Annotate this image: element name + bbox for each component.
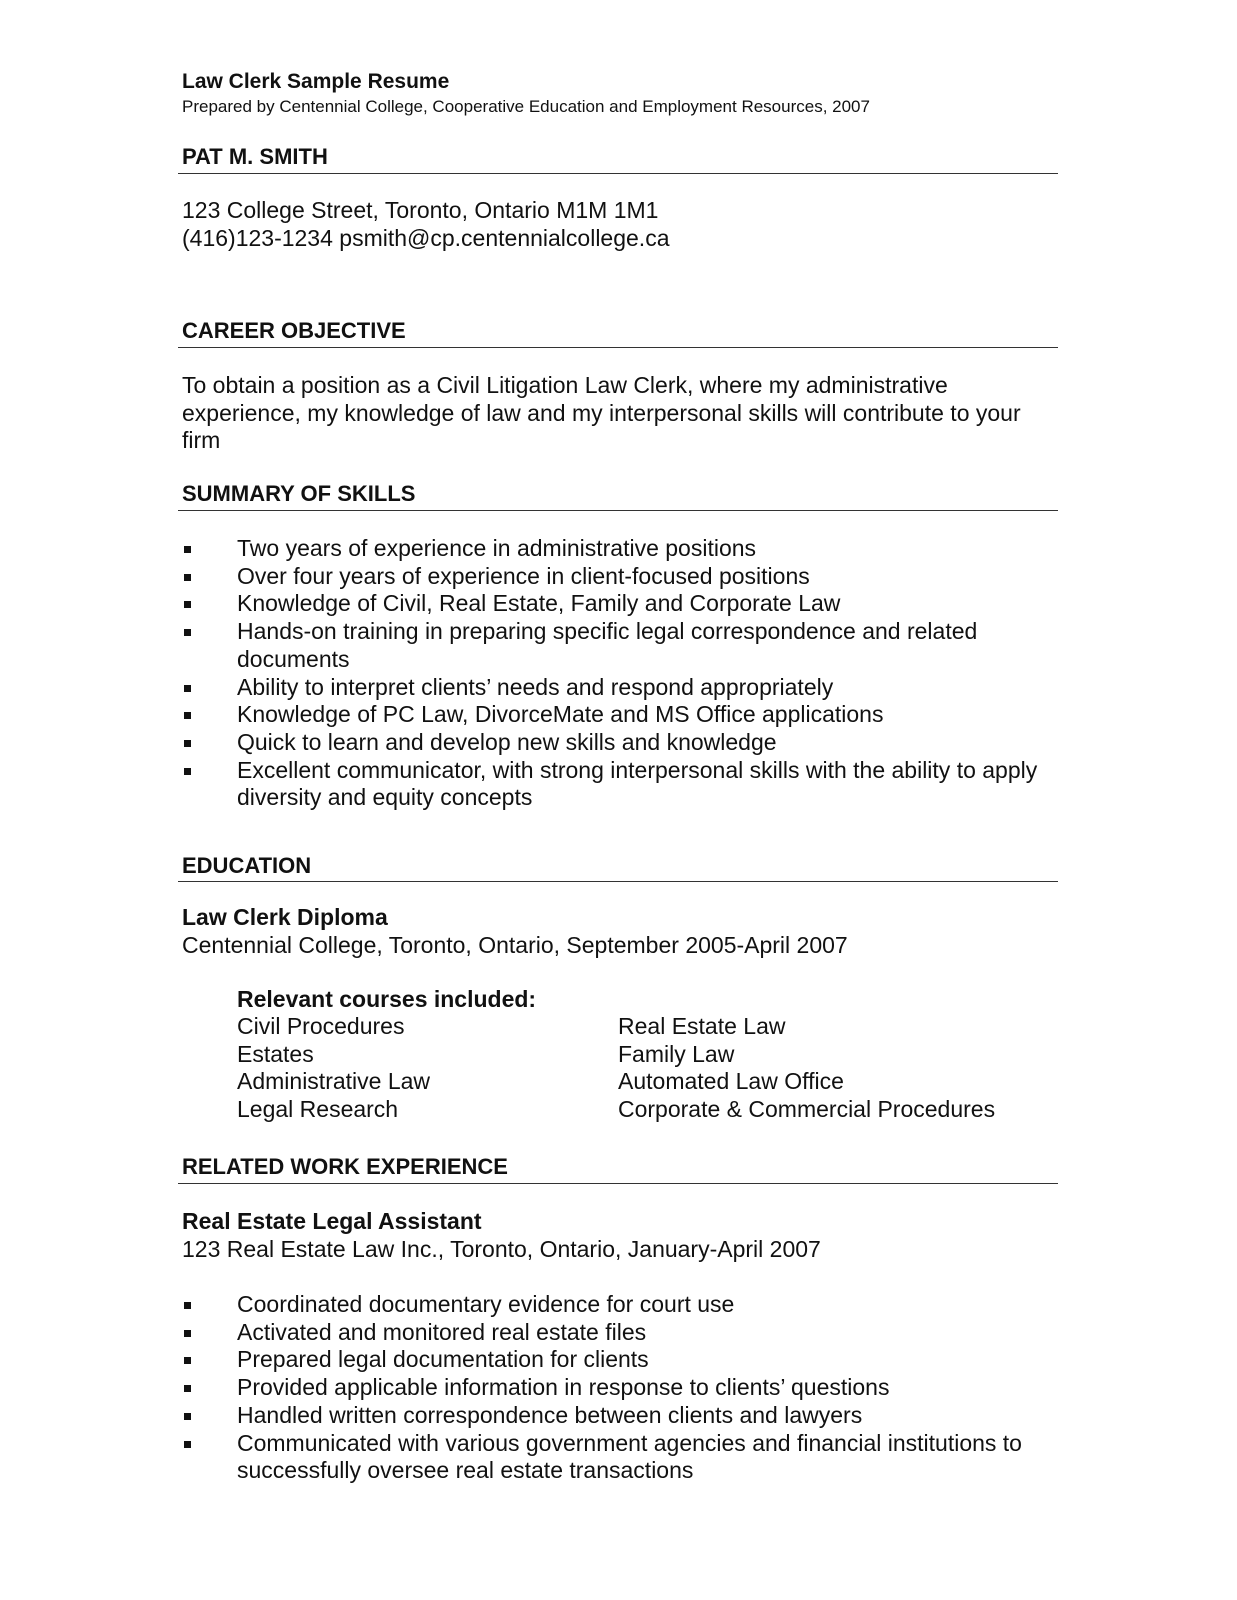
document-subtitle: Prepared by Centennial College, Cooperative Education and Employment Resources, 2007 bbox=[182, 97, 870, 116]
bullet-icon bbox=[184, 1330, 191, 1337]
diploma-title: Law Clerk Diploma bbox=[182, 904, 388, 930]
address-line: 123 College Street, Toronto, Ontario M1M 1M1 bbox=[182, 197, 659, 223]
skill-item bbox=[182, 535, 1052, 563]
bullet-icon bbox=[184, 1413, 191, 1420]
course-item: Real Estate Law bbox=[618, 1013, 786, 1039]
skill-item-text: Hands-on training in preparing specific legal correspondence and related documents bbox=[237, 618, 978, 672]
name-divider bbox=[178, 173, 1058, 174]
courses-right-column bbox=[618, 1013, 995, 1124]
skill-item bbox=[182, 674, 1052, 702]
bullet-icon bbox=[184, 574, 191, 581]
skill-item bbox=[182, 729, 1052, 757]
institution-line: Centennial College, Toronto, Ontario, September 2005-April 2007 bbox=[182, 932, 848, 958]
duty-item bbox=[182, 1319, 1052, 1347]
skill-item bbox=[182, 563, 1052, 591]
bullet-icon bbox=[184, 1441, 191, 1448]
bullet-icon bbox=[184, 768, 191, 775]
duties-list bbox=[182, 1291, 1052, 1485]
education-heading: EDUCATION bbox=[182, 853, 312, 878]
skill-item-text: Over four years of experience in client-focused positions bbox=[237, 562, 810, 589]
education-divider bbox=[178, 881, 1058, 882]
work-experience-heading: RELATED WORK EXPERIENCE bbox=[182, 1154, 508, 1179]
skills-divider bbox=[178, 510, 1058, 511]
skill-item-text: Knowledge of Civil, Real Estate, Family and Corporate Law bbox=[237, 590, 841, 617]
bullet-icon bbox=[184, 1302, 191, 1309]
course-item: Estates bbox=[237, 1040, 314, 1067]
bullet-icon bbox=[184, 685, 191, 692]
skills-list bbox=[182, 535, 1052, 812]
skill-item-text: Two years of experience in administrative positions bbox=[237, 535, 757, 561]
skills-heading: SUMMARY OF SKILLS bbox=[182, 481, 416, 506]
bullet-icon bbox=[184, 1385, 191, 1392]
employer-line: 123 Real Estate Law Inc., Toronto, Ontario, January-April 2007 bbox=[182, 1236, 821, 1262]
bullet-icon bbox=[184, 712, 191, 719]
duty-item bbox=[182, 1346, 1052, 1374]
skill-item-text: Excellent communicator, with strong interpersonal skills with the ability to apply diversity and equity concepts bbox=[237, 756, 1038, 811]
phone-email-line: (416)123-1234 psmith@cp.centennialcollege.ca bbox=[182, 225, 670, 251]
skill-item-text: Knowledge of PC Law, DivorceMate and MS Office applications bbox=[237, 701, 884, 728]
document-title: Law Clerk Sample Resume bbox=[182, 70, 450, 93]
course-item: Corporate & Commercial Procedures bbox=[618, 1096, 996, 1123]
bullet-icon bbox=[184, 546, 191, 553]
duty-item-text: Provided applicable information in response to clients’ questions bbox=[237, 1374, 890, 1401]
course-item: Automated Law Office bbox=[618, 1068, 844, 1095]
bullet-icon bbox=[184, 629, 191, 636]
course-item: Administrative Law bbox=[237, 1068, 431, 1095]
course-item: Civil Procedures bbox=[237, 1013, 405, 1039]
experience-divider bbox=[178, 1183, 1058, 1184]
career-objective-heading: CAREER OBJECTIVE bbox=[182, 318, 406, 343]
candidate-name: PAT M. SMITH bbox=[182, 144, 328, 169]
courses-heading: Relevant courses included: bbox=[237, 986, 537, 1012]
bullet-icon bbox=[184, 740, 191, 747]
duty-item-text: Communicated with various government agencies and financial institutions to successfully oversee real estate transactions bbox=[237, 1429, 1022, 1484]
career-objective-text: To obtain a position as a Civil Litigation Law Clerk, where my administrative experience, my knowledge of law and my interpersonal skills will contribute to your firm bbox=[182, 372, 1021, 453]
duty-item bbox=[182, 1374, 1052, 1402]
duty-item-text: Coordinated documentary evidence for court use bbox=[237, 1291, 735, 1317]
duty-item bbox=[182, 1291, 1052, 1319]
duty-item-text: Activated and monitored real estate files bbox=[237, 1318, 647, 1345]
skill-item-text: Ability to interpret clients’ needs and respond appropriately bbox=[237, 673, 834, 700]
course-item: Family Law bbox=[618, 1040, 735, 1067]
skill-item bbox=[182, 590, 1052, 618]
skill-item-text: Quick to learn and develop new skills and knowledge bbox=[237, 728, 777, 755]
duty-item bbox=[182, 1430, 1052, 1485]
job-title: Real Estate Legal Assistant bbox=[182, 1208, 482, 1234]
duty-item-text: Prepared legal documentation for clients bbox=[237, 1346, 649, 1373]
skill-item bbox=[182, 701, 1052, 729]
courses-left-column bbox=[237, 1013, 430, 1124]
bullet-icon bbox=[184, 1357, 191, 1364]
skill-item bbox=[182, 618, 1052, 673]
course-item: Legal Research bbox=[237, 1096, 399, 1123]
duty-item bbox=[182, 1402, 1052, 1430]
bullet-icon bbox=[184, 601, 191, 608]
skill-item bbox=[182, 757, 1052, 812]
duty-item-text: Handled written correspondence between clients and lawyers bbox=[237, 1401, 863, 1428]
objective-divider bbox=[178, 347, 1058, 348]
